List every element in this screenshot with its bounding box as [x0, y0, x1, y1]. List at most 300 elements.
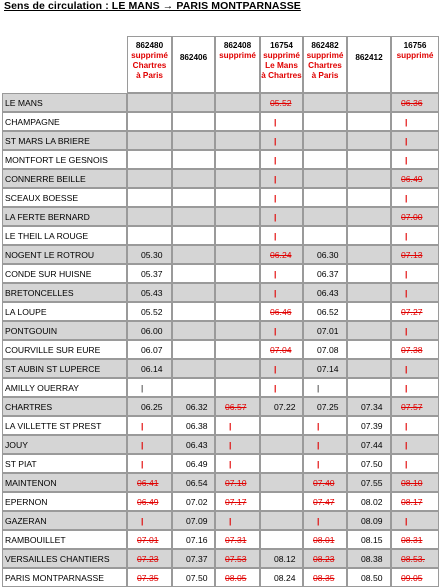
cancelled-time-cell [391, 169, 439, 188]
cancelled-time-cell [303, 492, 347, 511]
empty-cell [347, 378, 391, 397]
table-row [2, 473, 439, 492]
time-cell: 07.39 [347, 416, 391, 435]
cancelled-pass-marker: | [274, 192, 277, 203]
time-cell: 06.54 [172, 473, 215, 492]
cancelled-pass-cell [260, 131, 303, 150]
cancelled-time-cell [391, 492, 439, 511]
station-name: CHAMPAGNE [2, 112, 127, 131]
cancelled-time: 08.10 [401, 477, 423, 488]
cancelled-pass-cell [260, 283, 303, 302]
time-cell: 06.07 [127, 340, 172, 359]
train-number: 862408 [223, 41, 252, 50]
cancelled-time-cell [303, 473, 347, 492]
cancelled-time-cell [215, 568, 260, 587]
empty-cell [127, 150, 172, 169]
cancelled-pass-marker: | [229, 420, 232, 431]
station-name: NOGENT LE ROTROU [2, 245, 127, 264]
cancelled-pass-marker: | [405, 382, 408, 393]
station-name: PONTGOUIN [2, 321, 127, 340]
cancelled-pass-cell [260, 378, 303, 397]
cancelled-pass-cell [391, 112, 439, 131]
cancelled-pass-marker: | [405, 515, 408, 526]
cancelled-pass-marker: | [405, 325, 408, 336]
cancelled-pass-marker: | [274, 268, 277, 279]
cancelled-pass-marker: | [405, 116, 408, 127]
cancelled-time-cell [260, 245, 303, 264]
train-header [260, 36, 303, 93]
cancelled-time-cell [215, 549, 260, 568]
cancelled-pass-cell [391, 454, 439, 473]
time-cell: 07.25 [303, 397, 347, 416]
table-row [2, 207, 439, 226]
timetable [2, 36, 439, 587]
empty-cell [127, 93, 172, 112]
cancelled-time-cell [260, 302, 303, 321]
cancelled-pass-cell [260, 226, 303, 245]
station-name: ST MARS LA BRIERE [2, 131, 127, 150]
cancelled-pass-marker: | [405, 154, 408, 165]
station-name: LA LOUPE [2, 302, 127, 321]
table-row [2, 226, 439, 245]
cancelled-pass-cell [260, 112, 303, 131]
cancelled-pass-cell [391, 359, 439, 378]
cancelled-pass-marker: | [317, 515, 320, 526]
empty-cell [127, 207, 172, 226]
time-cell: 07.50 [172, 568, 215, 587]
train-header [215, 36, 260, 93]
cancelled-pass-cell [260, 359, 303, 378]
empty-cell [215, 378, 260, 397]
empty-cell [347, 169, 391, 188]
cancelled-time-cell [391, 340, 439, 359]
empty-cell [127, 131, 172, 150]
train-number: 862406 [179, 53, 208, 62]
table-row [2, 416, 439, 435]
cancelled-time: 07.23 [137, 553, 159, 564]
station-name: PARIS MONTPARNASSE [2, 568, 127, 587]
empty-cell [172, 340, 215, 359]
cancelled-time: 07.31 [225, 534, 247, 545]
empty-cell [215, 340, 260, 359]
cancelled-pass-marker: | [405, 268, 408, 279]
time-cell: 07.44 [347, 435, 391, 454]
cancelled-pass-marker: | [274, 382, 277, 393]
header-row [2, 36, 439, 93]
cancelled-time-cell [260, 93, 303, 112]
cancelled-pass-cell [215, 454, 260, 473]
empty-cell [347, 226, 391, 245]
cancelled-time: 08.17 [401, 496, 423, 507]
empty-cell [347, 359, 391, 378]
cancelled-time: 07.00 [401, 211, 423, 222]
empty-cell [127, 112, 172, 131]
station-name: MONTFORT LE GESNOIS [2, 150, 127, 169]
time-cell: 07.22 [260, 397, 303, 416]
cancelled-time: 08.23 [313, 553, 335, 564]
empty-cell [347, 150, 391, 169]
table-row [2, 93, 439, 112]
time-cell: 06.00 [127, 321, 172, 340]
empty-cell [260, 473, 303, 492]
empty-cell [303, 226, 347, 245]
cancelled-time: 09.05 [401, 572, 423, 583]
empty-cell [215, 112, 260, 131]
station-name: VERSAILLES CHANTIERS [2, 549, 127, 568]
cancelled-time-cell [391, 245, 439, 264]
empty-cell [172, 112, 215, 131]
cancelled-pass-marker: | [141, 420, 144, 431]
page-title: Sens de circulation : LE MANS → PARIS MONTPARNASSE [4, 0, 301, 12]
cancelled-time: 06.57 [225, 401, 247, 412]
cancelled-time: 07.40 [313, 477, 335, 488]
time-cell: 06.14 [127, 359, 172, 378]
cancelled-pass-cell [391, 416, 439, 435]
time-cell: 07.50 [347, 454, 391, 473]
empty-cell [260, 416, 303, 435]
time-cell: 07.08 [303, 340, 347, 359]
empty-cell [303, 188, 347, 207]
cancelled-time: 08.53. [401, 553, 425, 564]
empty-cell [172, 321, 215, 340]
empty-cell [215, 207, 260, 226]
cancelled-time-cell [260, 340, 303, 359]
cancelled-time-cell [215, 473, 260, 492]
cancelled-time-cell [391, 530, 439, 549]
train-note: supprimé [219, 51, 256, 60]
station-name: LA FERTE BERNARD [2, 207, 127, 226]
time-cell: 07.37 [172, 549, 215, 568]
cancelled-time: 06.49 [401, 173, 423, 184]
cancelled-pass-cell [260, 150, 303, 169]
empty-cell [303, 112, 347, 131]
station-name: LE THEIL LA ROUGE [2, 226, 127, 245]
empty-cell [303, 169, 347, 188]
cancelled-time: 07.10 [225, 477, 247, 488]
cancelled-pass-cell [260, 169, 303, 188]
empty-cell [303, 93, 347, 112]
time-cell: 05.52 [127, 302, 172, 321]
cancelled-time: 06.41 [137, 477, 159, 488]
empty-cell [347, 188, 391, 207]
empty-cell [215, 93, 260, 112]
cancelled-pass-marker: | [317, 420, 320, 431]
empty-cell [347, 131, 391, 150]
cancelled-time: 05.52 [270, 97, 292, 108]
cancelled-pass-marker: | [405, 135, 408, 146]
cancelled-pass-cell [127, 454, 172, 473]
empty-cell [172, 131, 215, 150]
train-note: Le Mans [265, 61, 298, 70]
cancelled-pass-cell [303, 416, 347, 435]
empty-cell [215, 302, 260, 321]
cancelled-pass-marker: | [229, 439, 232, 450]
train-note: Chartres [308, 61, 342, 70]
cancelled-pass-marker: | [274, 363, 277, 374]
cancelled-time: 07.17 [225, 496, 247, 507]
cancelled-time: 07.38 [401, 344, 423, 355]
cancelled-time: 07.47 [313, 496, 335, 507]
cancelled-pass-cell [260, 207, 303, 226]
table-row [2, 397, 439, 416]
time-cell: 06.43 [303, 283, 347, 302]
time-cell: 07.34 [347, 397, 391, 416]
table-row [2, 530, 439, 549]
cancelled-pass-marker: | [317, 458, 320, 469]
train-note: à Paris [311, 71, 339, 80]
cancelled-time-cell [391, 397, 439, 416]
cancelled-time-cell [127, 549, 172, 568]
cancelled-pass-cell [391, 321, 439, 340]
empty-cell [172, 207, 215, 226]
empty-cell [347, 112, 391, 131]
empty-cell [347, 207, 391, 226]
train-number: 16756 [403, 41, 427, 50]
train-note: à Chartres [261, 71, 302, 80]
table-row [2, 188, 439, 207]
cancelled-time-cell [391, 473, 439, 492]
cancelled-pass-marker: | [274, 230, 277, 241]
cancelled-pass-cell [260, 321, 303, 340]
empty-cell [303, 207, 347, 226]
cancelled-time-cell [215, 530, 260, 549]
cancelled-pass-cell [391, 150, 439, 169]
train-number: 862480 [135, 41, 164, 50]
cancelled-time: 08.05 [225, 572, 247, 583]
cancelled-pass-cell [127, 511, 172, 530]
cancelled-time: 07.01 [137, 534, 159, 545]
station-name: JOUY [2, 435, 127, 454]
cancelled-time-cell [215, 492, 260, 511]
cancelled-time: 08.35 [313, 572, 335, 583]
time-cell: 05.30 [127, 245, 172, 264]
station-name: LA VILLETTE ST PREST [2, 416, 127, 435]
time-cell: 06.30 [303, 245, 347, 264]
pass-through-marker: | [317, 382, 320, 393]
cancelled-time: 07.57 [401, 401, 423, 412]
table-row [2, 378, 439, 397]
empty-cell [303, 131, 347, 150]
station-name: ST PIAT [2, 454, 127, 473]
table-row [2, 340, 439, 359]
cancelled-pass-marker: | [274, 154, 277, 165]
cancelled-time-cell [391, 568, 439, 587]
station-name: COURVILLE SUR EURE [2, 340, 127, 359]
empty-cell [215, 245, 260, 264]
train-note: supprimé [396, 51, 434, 60]
time-cell: 08.02 [347, 492, 391, 511]
cancelled-time: 08.31 [401, 534, 423, 545]
cancelled-pass-cell [391, 378, 439, 397]
table-row [2, 302, 439, 321]
empty-cell [215, 226, 260, 245]
cancelled-time: 07.04 [270, 344, 292, 355]
time-cell: 06.25 [127, 397, 172, 416]
cancelled-pass-marker: | [317, 439, 320, 450]
cancelled-time: 06.46 [270, 306, 292, 317]
station-name: BRETONCELLES [2, 283, 127, 302]
station-name: MAINTENON [2, 473, 127, 492]
cancelled-time-cell [303, 549, 347, 568]
cancelled-pass-cell [303, 454, 347, 473]
cancelled-pass-cell [391, 264, 439, 283]
cancelled-time-cell [391, 93, 439, 112]
empty-cell [127, 169, 172, 188]
time-cell: 08.15 [347, 530, 391, 549]
empty-cell [347, 283, 391, 302]
station-name: RAMBOUILLET [2, 530, 127, 549]
table-row [2, 245, 439, 264]
empty-cell [127, 226, 172, 245]
empty-cell [260, 492, 303, 511]
station-name: CONDE SUR HUISNE [2, 264, 127, 283]
time-cell: 06.37 [303, 264, 347, 283]
station-name: ST AUBIN ST LUPERCE [2, 359, 127, 378]
empty-cell [127, 188, 172, 207]
cancelled-pass-cell [215, 511, 260, 530]
empty-cell [303, 150, 347, 169]
cancelled-pass-cell [260, 188, 303, 207]
station-name: CONNERRE BEILLE [2, 169, 127, 188]
empty-cell [172, 150, 215, 169]
cancelled-pass-marker: | [405, 363, 408, 374]
empty-cell [172, 359, 215, 378]
empty-cell [347, 264, 391, 283]
train-note: Chartres [132, 61, 167, 70]
cancelled-time-cell [391, 302, 439, 321]
time-cell: 06.49 [172, 454, 215, 473]
empty-cell [215, 321, 260, 340]
cancelled-pass-marker: | [274, 135, 277, 146]
empty-cell [260, 435, 303, 454]
cancelled-pass-marker: | [274, 211, 277, 222]
train-header [347, 36, 391, 93]
empty-cell [215, 188, 260, 207]
cancelled-pass-cell [127, 435, 172, 454]
cancelled-pass-cell [391, 435, 439, 454]
table-row [2, 454, 439, 473]
table-row [2, 264, 439, 283]
cancelled-time-cell [391, 207, 439, 226]
cancelled-time-cell [127, 492, 172, 511]
station-name: EPERNON [2, 492, 127, 511]
cancelled-time: 07.35 [137, 572, 159, 583]
train-number: 862482 [311, 41, 339, 50]
cancelled-time: 08.01 [313, 534, 335, 545]
time-cell: 05.43 [127, 283, 172, 302]
station-name: LE MANS [2, 93, 127, 112]
empty-cell [260, 530, 303, 549]
time-cell: 06.52 [303, 302, 347, 321]
cancelled-pass-cell [391, 511, 439, 530]
table-row [2, 283, 439, 302]
train-note: supprimé [131, 51, 168, 60]
cancelled-time-cell [127, 473, 172, 492]
cancelled-pass-cell [391, 188, 439, 207]
time-cell: 08.50 [347, 568, 391, 587]
train-note: supprimé [306, 51, 344, 60]
station-name: SCEAUX BOESSE [2, 188, 127, 207]
cancelled-time-cell [127, 530, 172, 549]
train-note: à Paris [136, 71, 163, 80]
empty-cell [172, 169, 215, 188]
empty-cell [172, 93, 215, 112]
train-number: 16754 [270, 41, 293, 50]
table-row [2, 549, 439, 568]
empty-cell [215, 359, 260, 378]
time-cell: 08.38 [347, 549, 391, 568]
train-header [127, 36, 172, 93]
cancelled-pass-marker: | [141, 458, 144, 469]
empty-cell [347, 340, 391, 359]
cancelled-pass-marker: | [405, 230, 408, 241]
station-name: CHARTRES [2, 397, 127, 416]
cancelled-time-cell [127, 568, 172, 587]
header-corner [2, 36, 127, 93]
empty-cell [260, 511, 303, 530]
table-row [2, 321, 439, 340]
cancelled-pass-marker: | [405, 439, 408, 450]
time-cell: 07.09 [172, 511, 215, 530]
empty-cell [215, 264, 260, 283]
empty-cell [347, 245, 391, 264]
time-cell: 08.24 [260, 568, 303, 587]
empty-cell [215, 283, 260, 302]
pass-through-marker: | [141, 382, 144, 393]
table-row [2, 131, 439, 150]
empty-cell [347, 302, 391, 321]
cancelled-pass-marker: | [405, 458, 408, 469]
cancelled-pass-marker: | [229, 458, 232, 469]
cancelled-time: 06.24 [270, 249, 292, 260]
train-header [303, 36, 347, 93]
cancelled-pass-cell [127, 416, 172, 435]
cancelled-pass-marker: | [405, 192, 408, 203]
train-header [391, 36, 439, 93]
cancelled-time: 07.27 [401, 306, 423, 317]
empty-cell [347, 93, 391, 112]
cancelled-time-cell [215, 397, 260, 416]
cancelled-time: 07.13 [401, 249, 423, 260]
cancelled-pass-marker: | [274, 287, 277, 298]
cancelled-pass-marker: | [141, 439, 144, 450]
cancelled-pass-marker: | [229, 515, 232, 526]
table-row [2, 492, 439, 511]
cancelled-time-cell [303, 568, 347, 587]
time-cell: 07.16 [172, 530, 215, 549]
cancelled-pass-marker: | [141, 515, 144, 526]
cancelled-time: 06.36 [401, 97, 423, 108]
empty-cell [215, 169, 260, 188]
cancelled-time-cell [303, 530, 347, 549]
cancelled-pass-marker: | [405, 287, 408, 298]
table-row [2, 511, 439, 530]
empty-cell [172, 226, 215, 245]
empty-cell [172, 283, 215, 302]
time-cell: 06.43 [172, 435, 215, 454]
table-row [2, 435, 439, 454]
time-cell: 06.32 [172, 397, 215, 416]
time-cell: 08.09 [347, 511, 391, 530]
empty-cell [172, 264, 215, 283]
time-cell: 07.14 [303, 359, 347, 378]
table-row [2, 150, 439, 169]
empty-cell [347, 321, 391, 340]
cancelled-pass-cell [260, 264, 303, 283]
empty-cell [172, 302, 215, 321]
cancelled-pass-cell [303, 511, 347, 530]
station-name: AMILLY OUERRAY [2, 378, 127, 397]
